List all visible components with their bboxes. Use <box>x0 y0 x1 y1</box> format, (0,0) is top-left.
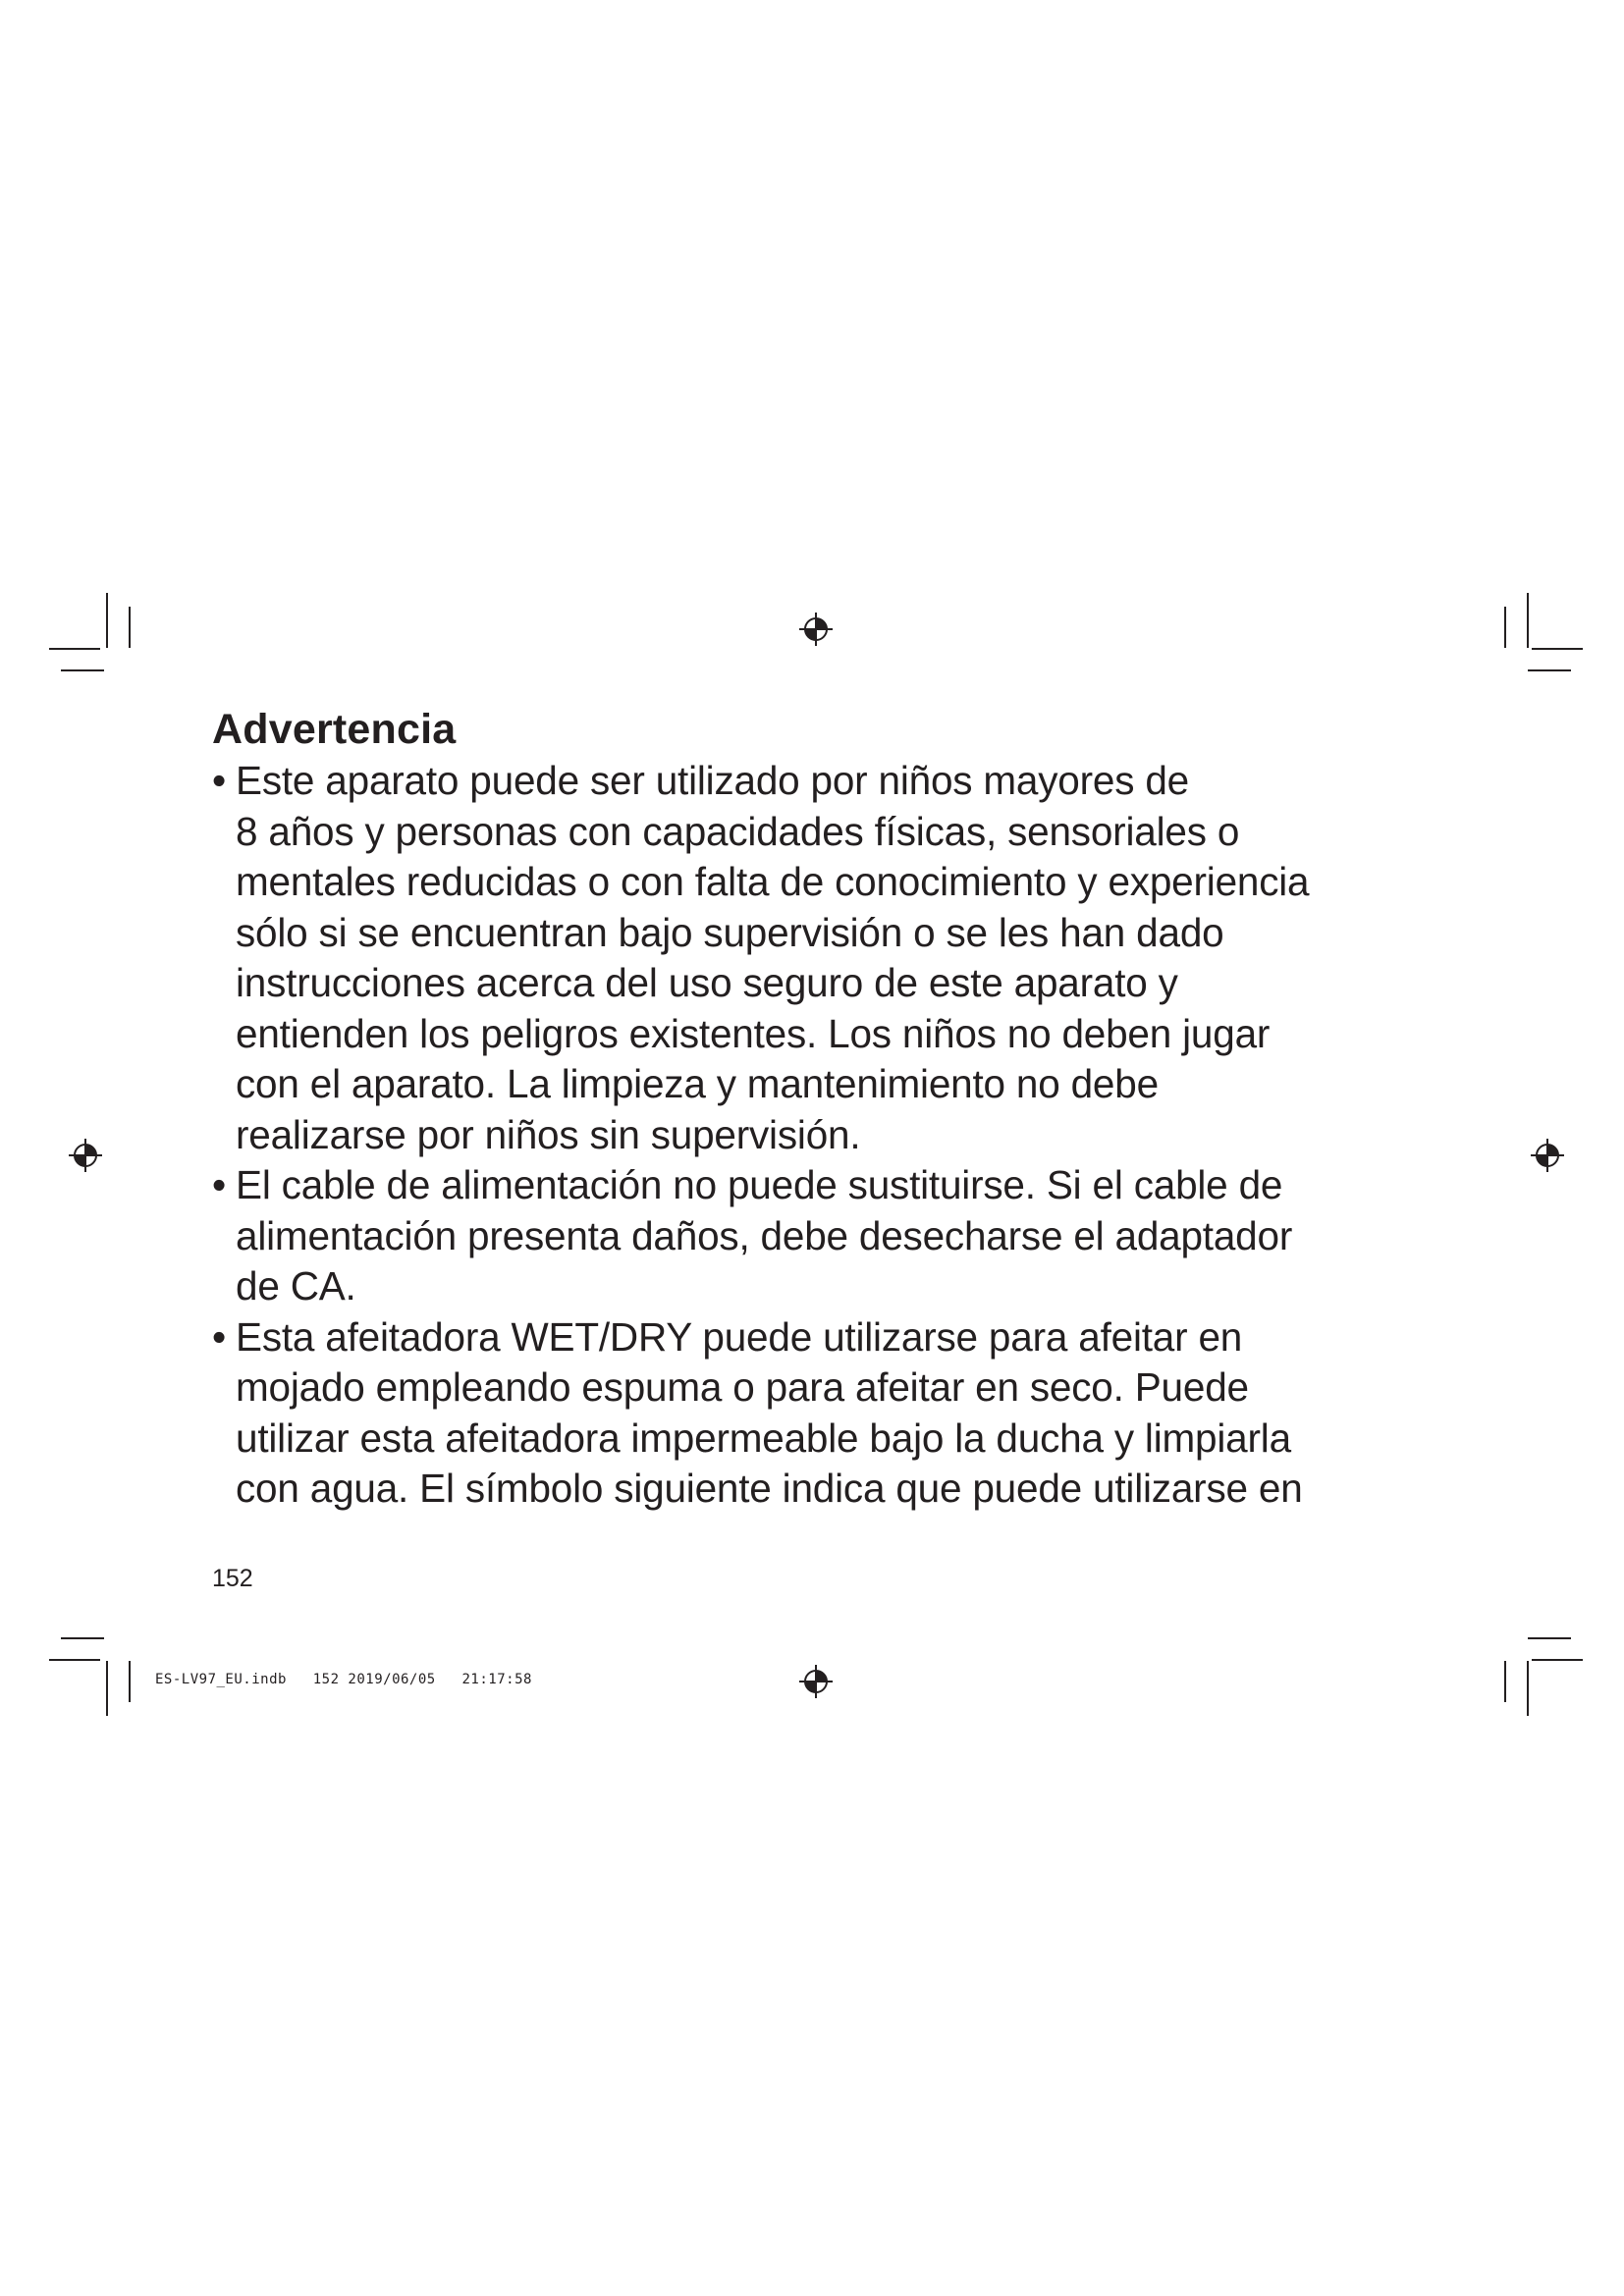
crop-mark <box>129 1661 131 1702</box>
crop-mark <box>1528 1637 1571 1639</box>
crop-mark <box>49 648 100 650</box>
text-line: de CA. <box>236 1263 356 1308</box>
list-item <box>212 1312 1420 1515</box>
text-line: Este aparato puede ser utilizado por niños mayores de <box>236 758 1189 803</box>
text-line: sólo si se encuentran bajo supervisión o se les han dado <box>236 909 1224 955</box>
text-line: entienden los peligros existentes. Los niños no deben jugar <box>236 1010 1271 1056</box>
section-heading: Advertencia <box>212 706 457 753</box>
crop-mark <box>1528 669 1571 671</box>
text-line: alimentación presenta daños, debe desecharse el adaptador <box>236 1212 1293 1258</box>
bullet-icon: • <box>212 758 226 803</box>
text-line: con el aparato. La limpieza y mantenimiento no debe <box>236 1061 1159 1106</box>
crop-mark <box>1504 607 1506 648</box>
crop-mark <box>106 1661 108 1716</box>
text-line: mentales reducidas o con falta de conocimiento y experiencia <box>236 859 1310 904</box>
crop-mark <box>61 1637 104 1639</box>
text-line: Esta afeitadora WET/DRY puede utilizarse para afeitar en <box>236 1313 1243 1360</box>
page-number: 152 <box>212 1565 253 1592</box>
crop-mark <box>1532 648 1583 650</box>
text-line: instrucciones acerca del uso seguro de este aparato y <box>236 960 1178 1005</box>
crop-mark <box>129 607 131 648</box>
bullet-icon: • <box>212 1162 226 1207</box>
crop-mark <box>1527 1661 1529 1716</box>
registration-mark-icon <box>1531 1139 1564 1172</box>
crop-mark <box>1532 1659 1583 1661</box>
text-line: realizarse por niños sin supervisión. <box>236 1111 861 1157</box>
print-slug: ES-LV97_EU.indb 152 2019/06/05 21:17:58 <box>155 1672 532 1687</box>
registration-mark-icon <box>69 1139 102 1172</box>
crop-mark <box>1504 1661 1506 1702</box>
text-line: 8 años y personas con capacidades físicas, sensoriales o <box>236 808 1240 854</box>
text-line: mojado empleando espuma o para afeitar en seco. Puede <box>236 1364 1249 1410</box>
list-item <box>212 1160 1420 1312</box>
bullet-icon: • <box>212 1313 226 1360</box>
crop-mark <box>106 593 108 648</box>
text-line: utilizar esta afeitadora impermeable bajo la ducha y limpiarla <box>236 1415 1291 1461</box>
registration-mark-icon <box>799 613 833 646</box>
text-line: El cable de alimentación no puede sustituirse. Si el cable de <box>236 1162 1283 1207</box>
text-line: con agua. El símbolo siguiente indica que puede utilizarse en <box>236 1466 1303 1511</box>
crop-mark <box>61 669 104 671</box>
warning-list <box>212 756 1420 1515</box>
registration-mark-icon <box>799 1665 833 1698</box>
crop-mark <box>49 1659 100 1661</box>
warning-section <box>212 703 1420 1515</box>
crop-mark <box>1527 593 1529 648</box>
list-item <box>212 756 1420 1160</box>
